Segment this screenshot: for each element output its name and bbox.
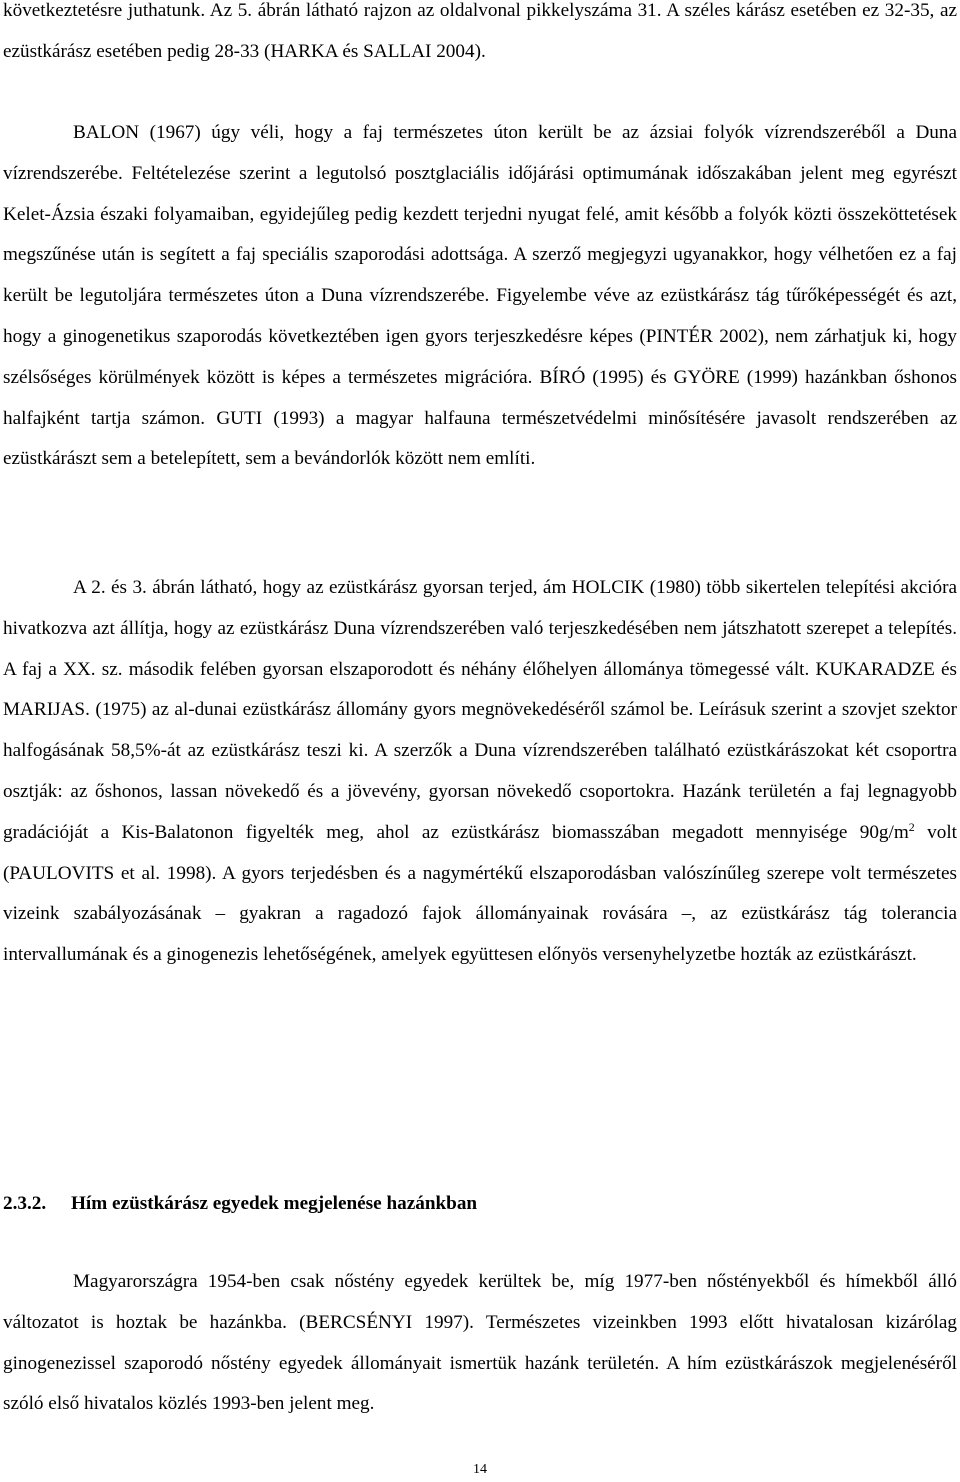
paragraph-1: következtetésre juthatunk. Az 5. ábrán látható rajzon az oldalvonal pikkelyszáma 31. A széles kárász esetében ez 32-35, az ezüstkárász esetében pedig 28-33 (HARKA és SALLAI 2004). <box>3 0 957 62</box>
superscript-2: 2 <box>908 819 915 834</box>
section-number: 2.3.2. <box>3 1193 47 1214</box>
paragraph-4: Magyarországra 1954-ben csak nőstény egyedek kerültek be, míg 1977-ben nőstényekből és hímekből álló változatot is hoztak be hazánkba. (BERCSÉNYI 1997). Természetes vizeinkben 1993 előtt hivatalosan kizárólag ginogenezissel szaporodó nőstény egyedek állományait ismertük hazánk területén. A hím ezüstkárászok megjelenéséről szóló első hivatalos közlés 1993-ben jelent meg. <box>3 1271 957 1415</box>
paragraph-2: BALON (1967) úgy véli, hogy a faj természetes úton került be az ázsiai folyók vízrendszeréből a Duna vízrendszerébe. Feltételezése szerint a legutolsó posztglaciális időjárási optimumának időszakában jelent meg egyrészt Kelet-Ázsia északi folyamaiban, egyidejűleg pedig kezdett terjedni nyugat felé, amit később a folyók közti összeköttetések megszűnése után is segített a faj speciális szaporodási adottsága. A szerző megjegyzi ugyanakkor, hogy vélhetően ez a faj került be legutoljára természetes úton a Duna vízrendszerébe. Figyelembe véve az ezüstkárász tág tűrőképességét és azt, hogy a ginogenetikus szaporodás következtében igen gyors terjeszkedésre képes (PINTÉR 2002), nem zárhatjuk ki, hogy szélsőséges körülmények között is képes a természetes migrációra. BÍRÓ (1995) és GYÖRE (1999) hazánkban őshonos halfajként tartja számon. GUTI (1993) a magyar halfauna természetvédelmi minősítésére javasolt rendszerében az ezüstkárászt sem a betelepített, sem a bevándorlók között nem említi. <box>3 122 957 470</box>
section-title: Hím ezüstkárász egyedek megjelenése hazánkban <box>71 1193 478 1214</box>
paragraph-magyarorszag <box>3 1262 957 1425</box>
page-number: 14 <box>473 1462 487 1477</box>
paragraph-balon <box>3 113 957 480</box>
paragraph-3-part-2: volt (PAULOVITS et al. 1998). A gyors terjedésben és a nagymértékű elszaporodásban valószínűleg szerepe volt természetes vizeink szabályozásának – gyakran a ragadozó fajok állományainak rovására –, az ezüstkárász tág tolerancia intervallumának és a ginogenezis lehetőségének, amelyek együttesen előnyös versenyhelyzetbe hozták az ezüstkárászt. <box>3 821 958 966</box>
paragraph-3-part-1: A 2. és 3. ábrán látható, hogy az ezüstkárász gyorsan terjed, ám HOLCIK (1980) több sikertelen telepítési akcióra hivatkozva azt állítja, hogy az ezüstkárász Duna vízrendszerében való terjeszkedésében nem játszhatott szerepet a telepítés. A faj a XX. sz. második felében gyorsan elszaporodott és néhány élőhelyen állománya tömegessé vált. KUKARADZE és MARIJAS. (1975) az al-dunai ezüstkárász állomány gyors megnövekedéséről számol be. Leírásuk szerint a szovjet szektor halfogásának 58,5%-át az ezüstkárász teszi ki. A szerzők a Duna vízrendszerében található ezüstkárászokat két csoportra osztják: az őshonos, lassan növekedő és a jövevény, gyorsan növekedő csoportokra. Hazánk területén a faj legnagyobb gradációját a Kis-Balatonon figyelték meg, ahol az ezüstkárász biomasszában megadott mennyisége 90g/m <box>3 577 957 843</box>
section-heading <box>3 1184 957 1224</box>
paragraph-3 <box>3 568 957 976</box>
paragraph-spread <box>3 568 957 976</box>
paragraph-continuation <box>3 0 957 73</box>
